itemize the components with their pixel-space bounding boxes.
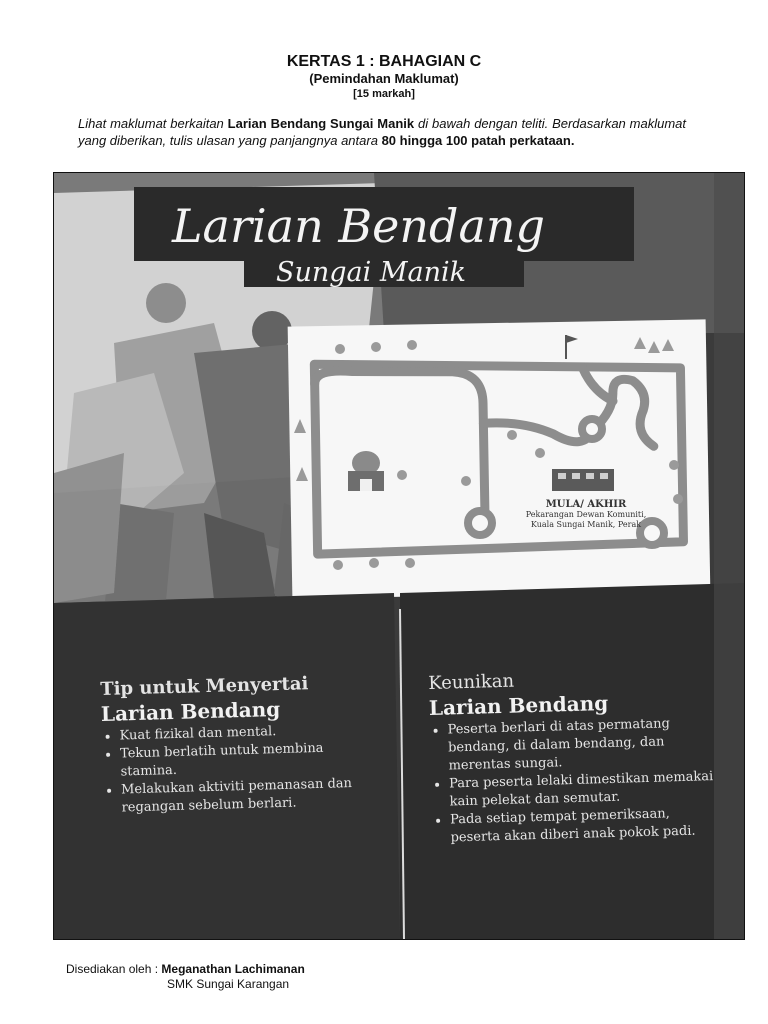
tips-list [101, 720, 383, 818]
tips-heading-small: Tip untuk Menyertai [100, 673, 309, 700]
tips-section [100, 671, 384, 818]
instruction-word-count: 80 hingga 100 patah perkataan. [381, 133, 575, 148]
instruction-topic: Larian Bendang Sungai Manik [227, 116, 415, 131]
unique-heading-small: Keunikan [428, 670, 515, 694]
author-name: Meganathan Lachimanan [161, 962, 305, 976]
school-name: SMK Sungai Karangan [167, 977, 290, 991]
instruction-part-1: Lihat maklumat berkaitan [78, 116, 224, 131]
list-item: • Kuat fizikal dan mental. [119, 720, 381, 745]
page-header [0, 52, 768, 101]
prepared-by-label: Disediakan oleh : [66, 962, 159, 976]
list-item: • Peserta berlari di atas permatang bendang, di dalam bendang, dan merentas sungai. [447, 714, 720, 776]
unique-section [428, 665, 723, 848]
location-line-1: Pekarangan Dewan Komuniti, [525, 510, 647, 519]
list-item: • Melakukan aktiviti pemanasan dan regangan sebelum berlari. [121, 774, 384, 817]
community-hall-icon [552, 469, 614, 491]
list-item: • Pada setiap tempat pemeriksaan, peserta akan diberi anak pokok padi. [450, 804, 723, 848]
event-poster [53, 172, 745, 940]
paper-title: KERTAS 1 : BAHAGIAN C [286, 53, 482, 70]
paper-subtitle: (Pemindahan Maklumat) [309, 71, 459, 86]
prepared-by-row [66, 962, 305, 977]
list-item: • Tekun berlatih untuk membina stamina. [120, 738, 383, 781]
tips-heading-big: Larian Bendang [100, 696, 281, 726]
start-finish-title: MULA/ AKHIR [545, 499, 627, 510]
start-finish-label [506, 499, 666, 530]
unique-list [429, 714, 722, 848]
instruction-paragraph [78, 115, 686, 149]
marks-label: [15 markah] [353, 88, 415, 100]
prepared-by [66, 962, 305, 992]
location-line-2: Kuala Sungai Manik, Perak [530, 520, 642, 529]
list-item: • Para peserta lelaki dimestikan memakai kain pelekat dan semutar. [449, 768, 722, 812]
poster-subtitle: Sungai Manik [276, 257, 467, 288]
unique-heading-big: Larian Bendang [428, 690, 609, 720]
poster-title: Larian Bendang [172, 199, 545, 253]
instruction-part-3: di bawah dengan teliti. Berdasarkan maklumat yang diberikan, tulis ulasan yang panjangnya antara [78, 116, 687, 148]
